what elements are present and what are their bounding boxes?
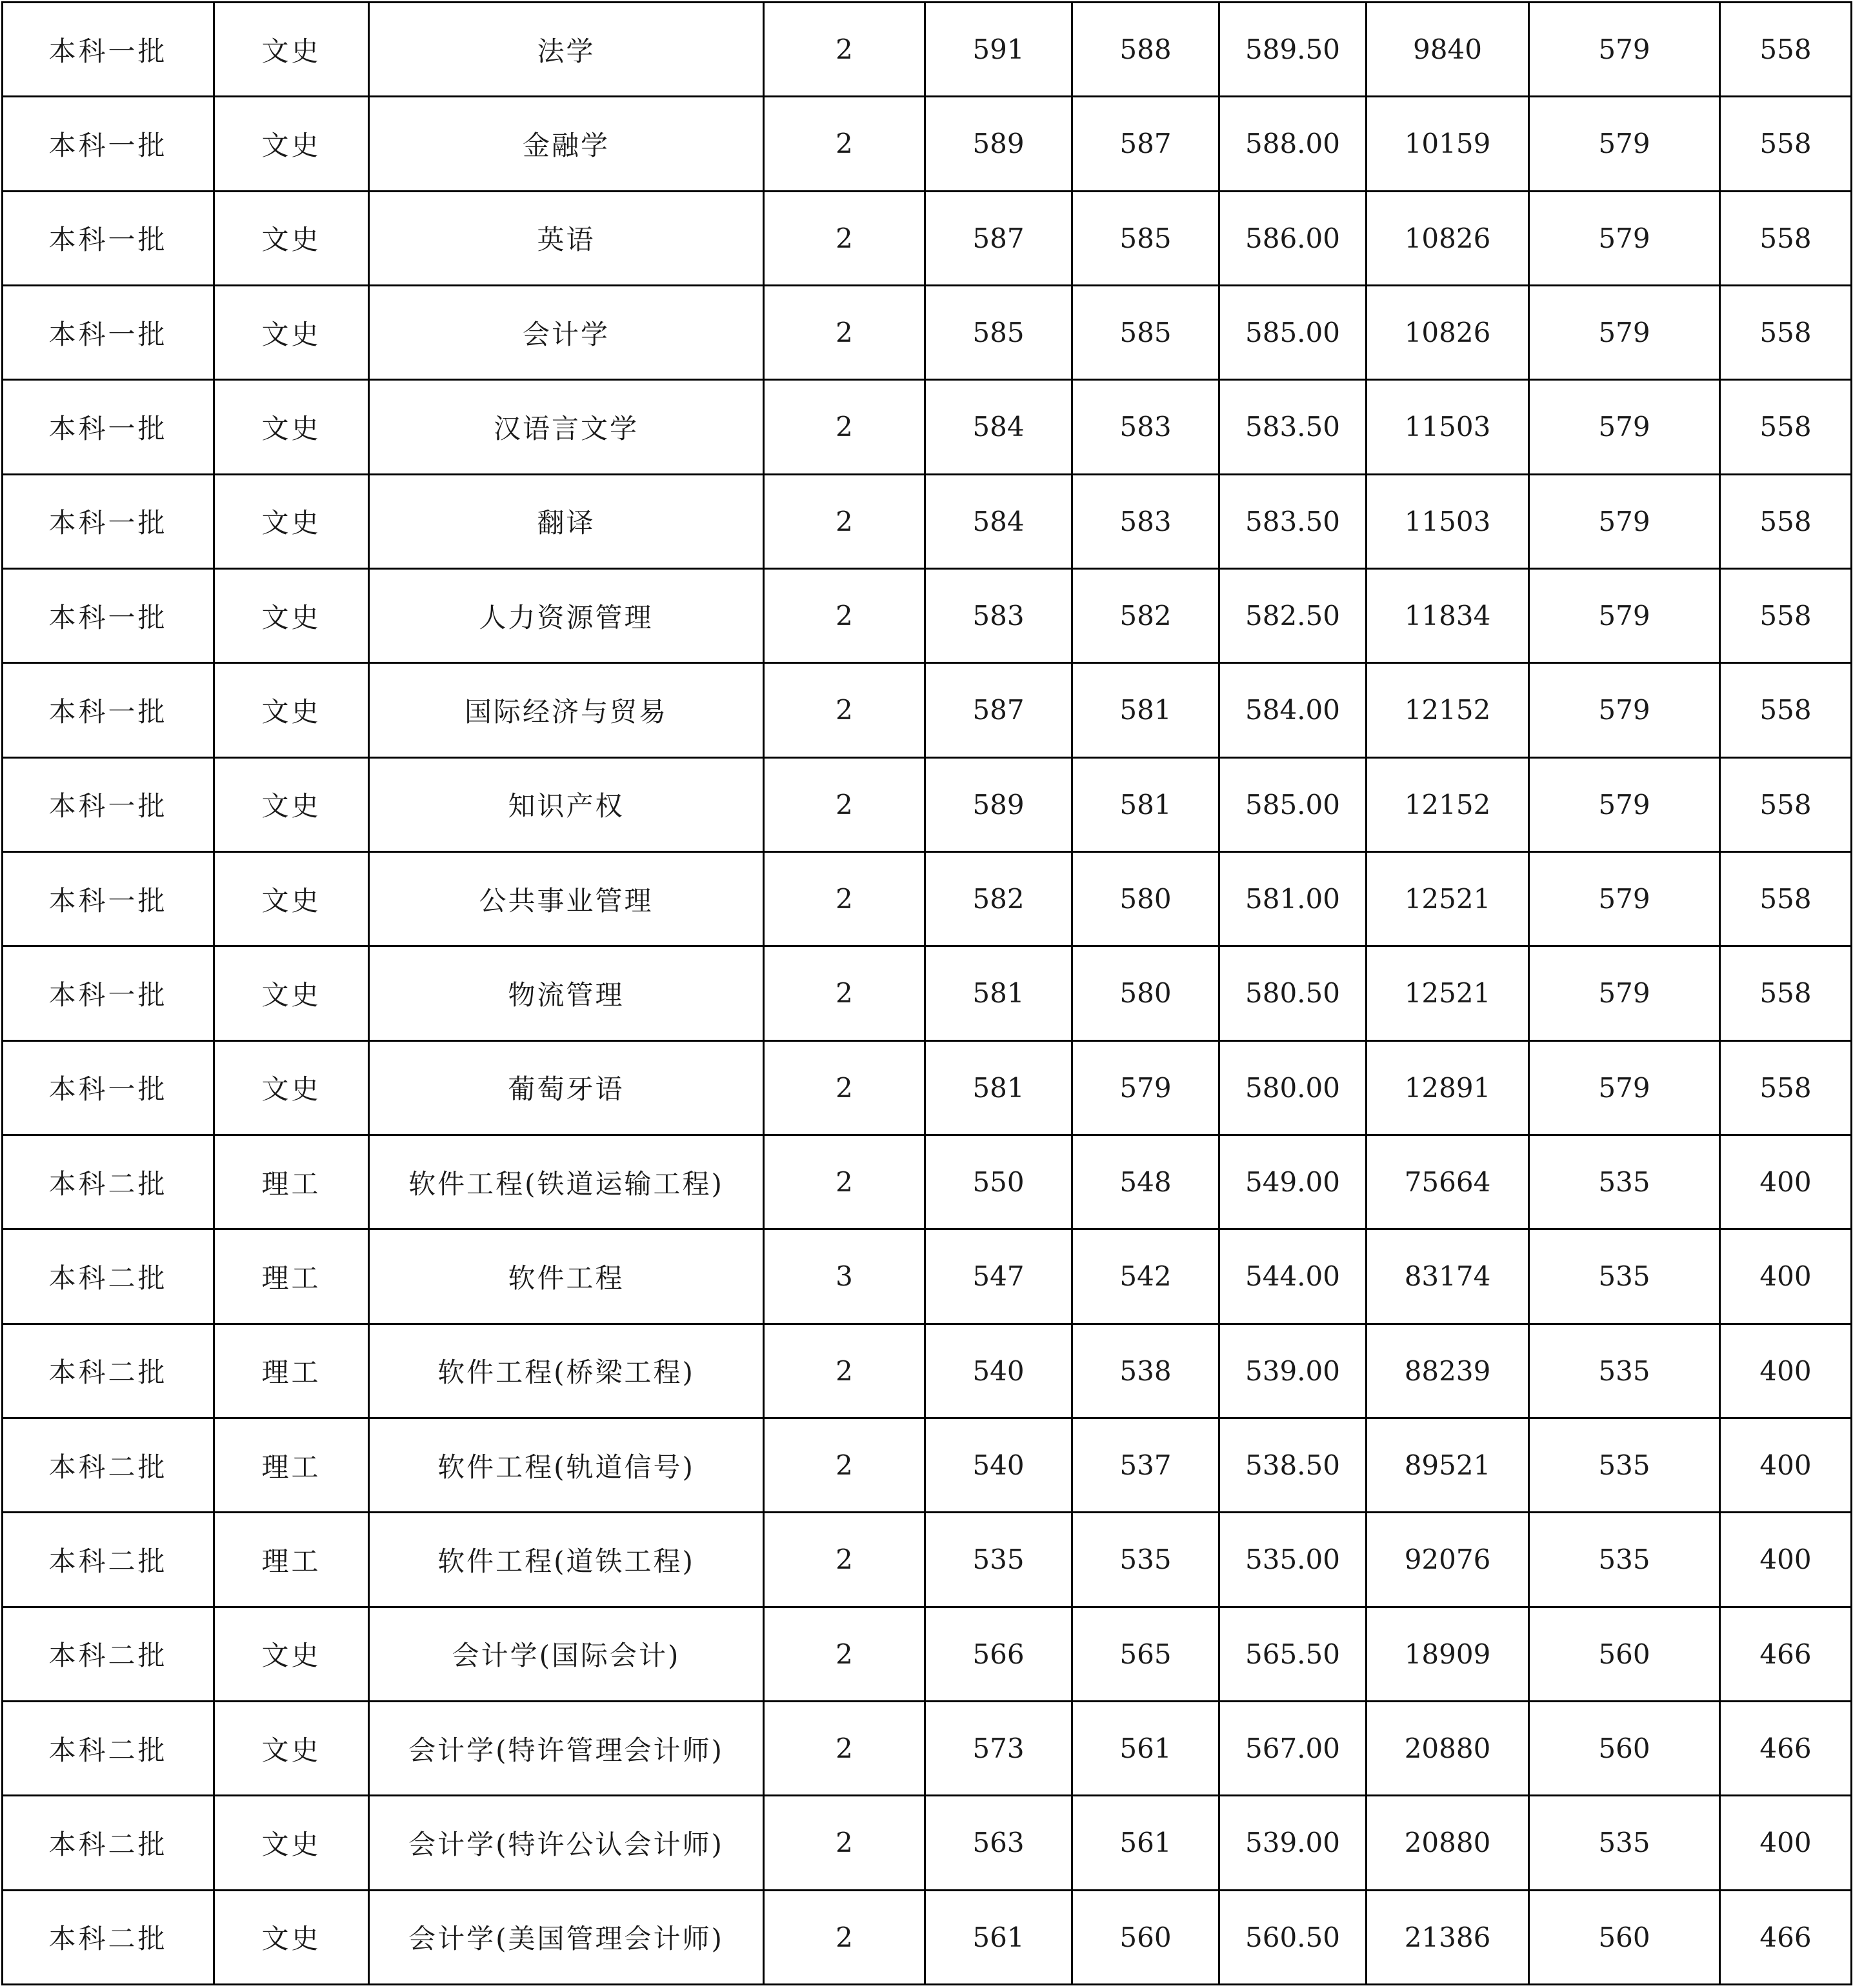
batch-line-cell: 558 bbox=[1720, 851, 1852, 946]
table-row bbox=[3, 1701, 1852, 1795]
rank-cell: 11503 bbox=[1367, 380, 1529, 474]
rank-cell: 88239 bbox=[1367, 1324, 1529, 1418]
category-cell: 文史 bbox=[214, 191, 369, 285]
table-row bbox=[3, 568, 1852, 662]
batch-cell: 本科二批 bbox=[3, 1607, 214, 1701]
max-score-cell: 547 bbox=[925, 1229, 1072, 1324]
batch-cell: 本科一批 bbox=[3, 757, 214, 851]
table-row bbox=[3, 285, 1852, 379]
avg-score-cell: 538.50 bbox=[1219, 1418, 1367, 1512]
control-line-cell: 535 bbox=[1529, 1229, 1720, 1324]
category-cell: 理工 bbox=[214, 1135, 369, 1229]
max-score-cell: 566 bbox=[925, 1607, 1072, 1701]
min-score-cell: 561 bbox=[1072, 1701, 1219, 1795]
years-cell: 2 bbox=[764, 663, 925, 757]
max-score-cell: 563 bbox=[925, 1796, 1072, 1890]
category-cell: 文史 bbox=[214, 1607, 369, 1701]
control-line-cell: 535 bbox=[1529, 1418, 1720, 1512]
years-cell: 2 bbox=[764, 1890, 925, 1984]
max-score-cell: 582 bbox=[925, 851, 1072, 946]
control-line-cell: 560 bbox=[1529, 1890, 1720, 1984]
category-cell: 理工 bbox=[214, 1513, 369, 1607]
min-score-cell: 588 bbox=[1072, 3, 1219, 97]
batch-cell: 本科二批 bbox=[3, 1701, 214, 1795]
category-cell: 文史 bbox=[214, 97, 369, 191]
major-cell: 金融学 bbox=[369, 97, 764, 191]
years-cell: 2 bbox=[764, 3, 925, 97]
years-cell: 2 bbox=[764, 946, 925, 1040]
batch-line-cell: 558 bbox=[1720, 3, 1852, 97]
control-line-cell: 535 bbox=[1529, 1513, 1720, 1607]
max-score-cell: 587 bbox=[925, 663, 1072, 757]
category-cell: 文史 bbox=[214, 568, 369, 662]
table-row bbox=[3, 97, 1852, 191]
avg-score-cell: 585.00 bbox=[1219, 285, 1367, 379]
rank-cell: 89521 bbox=[1367, 1418, 1529, 1512]
avg-score-cell: 585.00 bbox=[1219, 757, 1367, 851]
table-row bbox=[3, 851, 1852, 946]
rank-cell: 12152 bbox=[1367, 757, 1529, 851]
batch-line-cell: 400 bbox=[1720, 1796, 1852, 1890]
min-score-cell: 583 bbox=[1072, 474, 1219, 568]
years-cell: 2 bbox=[764, 191, 925, 285]
rank-cell: 11503 bbox=[1367, 474, 1529, 568]
batch-cell: 本科一批 bbox=[3, 946, 214, 1040]
years-cell: 2 bbox=[764, 474, 925, 568]
category-cell: 文史 bbox=[214, 3, 369, 97]
control-line-cell: 535 bbox=[1529, 1135, 1720, 1229]
rank-cell: 20880 bbox=[1367, 1701, 1529, 1795]
rank-cell: 10159 bbox=[1367, 97, 1529, 191]
table-body bbox=[3, 3, 1852, 1985]
control-line-cell: 579 bbox=[1529, 1040, 1720, 1135]
major-cell: 人力资源管理 bbox=[369, 568, 764, 662]
table-row bbox=[3, 1796, 1852, 1890]
major-cell: 物流管理 bbox=[369, 946, 764, 1040]
control-line-cell: 579 bbox=[1529, 568, 1720, 662]
max-score-cell: 581 bbox=[925, 946, 1072, 1040]
batch-cell: 本科二批 bbox=[3, 1324, 214, 1418]
major-cell: 英语 bbox=[369, 191, 764, 285]
avg-score-cell: 539.00 bbox=[1219, 1324, 1367, 1418]
avg-score-cell: 583.50 bbox=[1219, 474, 1367, 568]
min-score-cell: 580 bbox=[1072, 946, 1219, 1040]
avg-score-cell: 580.50 bbox=[1219, 946, 1367, 1040]
major-cell: 会计学(特许管理会计师) bbox=[369, 1701, 764, 1795]
min-score-cell: 579 bbox=[1072, 1040, 1219, 1135]
major-cell: 法学 bbox=[369, 3, 764, 97]
category-cell: 文史 bbox=[214, 380, 369, 474]
years-cell: 2 bbox=[764, 757, 925, 851]
years-cell: 2 bbox=[764, 1607, 925, 1701]
batch-cell: 本科二批 bbox=[3, 1890, 214, 1984]
rank-cell: 75664 bbox=[1367, 1135, 1529, 1229]
control-line-cell: 579 bbox=[1529, 663, 1720, 757]
years-cell: 2 bbox=[764, 1324, 925, 1418]
major-cell: 会计学(特许公认会计师) bbox=[369, 1796, 764, 1890]
category-cell: 文史 bbox=[214, 757, 369, 851]
min-score-cell: 542 bbox=[1072, 1229, 1219, 1324]
table-row bbox=[3, 1229, 1852, 1324]
major-cell: 国际经济与贸易 bbox=[369, 663, 764, 757]
major-cell: 软件工程 bbox=[369, 1229, 764, 1324]
category-cell: 文史 bbox=[214, 474, 369, 568]
batch-line-cell: 558 bbox=[1720, 474, 1852, 568]
years-cell: 2 bbox=[764, 380, 925, 474]
years-cell: 2 bbox=[764, 285, 925, 379]
min-score-cell: 565 bbox=[1072, 1607, 1219, 1701]
category-cell: 文史 bbox=[214, 1040, 369, 1135]
major-cell: 会计学(国际会计) bbox=[369, 1607, 764, 1701]
batch-line-cell: 558 bbox=[1720, 663, 1852, 757]
min-score-cell: 538 bbox=[1072, 1324, 1219, 1418]
rank-cell: 11834 bbox=[1367, 568, 1529, 662]
years-cell: 2 bbox=[764, 1418, 925, 1512]
major-cell: 知识产权 bbox=[369, 757, 764, 851]
rank-cell: 12521 bbox=[1367, 851, 1529, 946]
rank-cell: 20880 bbox=[1367, 1796, 1529, 1890]
avg-score-cell: 582.50 bbox=[1219, 568, 1367, 662]
min-score-cell: 535 bbox=[1072, 1513, 1219, 1607]
batch-line-cell: 400 bbox=[1720, 1513, 1852, 1607]
batch-cell: 本科一批 bbox=[3, 474, 214, 568]
batch-cell: 本科二批 bbox=[3, 1418, 214, 1512]
batch-line-cell: 400 bbox=[1720, 1229, 1852, 1324]
major-cell: 软件工程(桥梁工程) bbox=[369, 1324, 764, 1418]
max-score-cell: 583 bbox=[925, 568, 1072, 662]
table-row bbox=[3, 663, 1852, 757]
min-score-cell: 537 bbox=[1072, 1418, 1219, 1512]
batch-line-cell: 466 bbox=[1720, 1701, 1852, 1795]
category-cell: 理工 bbox=[214, 1418, 369, 1512]
rank-cell: 12521 bbox=[1367, 946, 1529, 1040]
max-score-cell: 581 bbox=[925, 1040, 1072, 1135]
batch-cell: 本科一批 bbox=[3, 851, 214, 946]
category-cell: 文史 bbox=[214, 1701, 369, 1795]
batch-cell: 本科一批 bbox=[3, 285, 214, 379]
control-line-cell: 579 bbox=[1529, 757, 1720, 851]
category-cell: 文史 bbox=[214, 285, 369, 379]
avg-score-cell: 586.00 bbox=[1219, 191, 1367, 285]
batch-line-cell: 558 bbox=[1720, 380, 1852, 474]
control-line-cell: 579 bbox=[1529, 474, 1720, 568]
rank-cell: 12152 bbox=[1367, 663, 1529, 757]
max-score-cell: 589 bbox=[925, 97, 1072, 191]
control-line-cell: 579 bbox=[1529, 191, 1720, 285]
min-score-cell: 581 bbox=[1072, 757, 1219, 851]
control-line-cell: 579 bbox=[1529, 285, 1720, 379]
table-row bbox=[3, 1324, 1852, 1418]
control-line-cell: 579 bbox=[1529, 380, 1720, 474]
min-score-cell: 561 bbox=[1072, 1796, 1219, 1890]
table-row bbox=[3, 1513, 1852, 1607]
control-line-cell: 579 bbox=[1529, 3, 1720, 97]
table-row bbox=[3, 1135, 1852, 1229]
table-row bbox=[3, 191, 1852, 285]
batch-line-cell: 400 bbox=[1720, 1324, 1852, 1418]
batch-cell: 本科一批 bbox=[3, 380, 214, 474]
max-score-cell: 573 bbox=[925, 1701, 1072, 1795]
years-cell: 2 bbox=[764, 568, 925, 662]
batch-cell: 本科二批 bbox=[3, 1796, 214, 1890]
avg-score-cell: 584.00 bbox=[1219, 663, 1367, 757]
control-line-cell: 535 bbox=[1529, 1796, 1720, 1890]
batch-line-cell: 466 bbox=[1720, 1607, 1852, 1701]
min-score-cell: 581 bbox=[1072, 663, 1219, 757]
table-row bbox=[3, 1607, 1852, 1701]
admission-score-table bbox=[1, 1, 1852, 1985]
batch-cell: 本科一批 bbox=[3, 3, 214, 97]
years-cell: 2 bbox=[764, 1796, 925, 1890]
major-cell: 软件工程(道铁工程) bbox=[369, 1513, 764, 1607]
major-cell: 会计学(美国管理会计师) bbox=[369, 1890, 764, 1984]
batch-cell: 本科二批 bbox=[3, 1135, 214, 1229]
batch-line-cell: 558 bbox=[1720, 97, 1852, 191]
avg-score-cell: 539.00 bbox=[1219, 1796, 1367, 1890]
max-score-cell: 584 bbox=[925, 474, 1072, 568]
batch-line-cell: 558 bbox=[1720, 757, 1852, 851]
min-score-cell: 560 bbox=[1072, 1890, 1219, 1984]
batch-cell: 本科二批 bbox=[3, 1513, 214, 1607]
avg-score-cell: 580.00 bbox=[1219, 1040, 1367, 1135]
years-cell: 2 bbox=[764, 851, 925, 946]
control-line-cell: 535 bbox=[1529, 1324, 1720, 1418]
max-score-cell: 587 bbox=[925, 191, 1072, 285]
table-row bbox=[3, 757, 1852, 851]
table-row bbox=[3, 3, 1852, 97]
years-cell: 3 bbox=[764, 1229, 925, 1324]
major-cell: 葡萄牙语 bbox=[369, 1040, 764, 1135]
rank-cell: 10826 bbox=[1367, 285, 1529, 379]
max-score-cell: 584 bbox=[925, 380, 1072, 474]
batch-line-cell: 558 bbox=[1720, 568, 1852, 662]
batch-cell: 本科一批 bbox=[3, 663, 214, 757]
category-cell: 理工 bbox=[214, 1324, 369, 1418]
years-cell: 2 bbox=[764, 1135, 925, 1229]
control-line-cell: 579 bbox=[1529, 946, 1720, 1040]
table-row bbox=[3, 1890, 1852, 1984]
category-cell: 文史 bbox=[214, 851, 369, 946]
avg-score-cell: 589.50 bbox=[1219, 3, 1367, 97]
avg-score-cell: 549.00 bbox=[1219, 1135, 1367, 1229]
control-line-cell: 560 bbox=[1529, 1607, 1720, 1701]
rank-cell: 9840 bbox=[1367, 3, 1529, 97]
table-row bbox=[3, 380, 1852, 474]
years-cell: 2 bbox=[764, 97, 925, 191]
category-cell: 文史 bbox=[214, 663, 369, 757]
category-cell: 理工 bbox=[214, 1229, 369, 1324]
table-row bbox=[3, 946, 1852, 1040]
avg-score-cell: 588.00 bbox=[1219, 97, 1367, 191]
batch-line-cell: 558 bbox=[1720, 191, 1852, 285]
avg-score-cell: 583.50 bbox=[1219, 380, 1367, 474]
rank-cell: 83174 bbox=[1367, 1229, 1529, 1324]
min-score-cell: 583 bbox=[1072, 380, 1219, 474]
rank-cell: 10826 bbox=[1367, 191, 1529, 285]
years-cell: 2 bbox=[764, 1040, 925, 1135]
major-cell: 软件工程(铁道运输工程) bbox=[369, 1135, 764, 1229]
rank-cell: 18909 bbox=[1367, 1607, 1529, 1701]
avg-score-cell: 535.00 bbox=[1219, 1513, 1367, 1607]
major-cell: 汉语言文学 bbox=[369, 380, 764, 474]
table-row bbox=[3, 1418, 1852, 1512]
avg-score-cell: 560.50 bbox=[1219, 1890, 1367, 1984]
batch-cell: 本科二批 bbox=[3, 1229, 214, 1324]
batch-line-cell: 558 bbox=[1720, 946, 1852, 1040]
min-score-cell: 585 bbox=[1072, 191, 1219, 285]
category-cell: 文史 bbox=[214, 1890, 369, 1984]
max-score-cell: 591 bbox=[925, 3, 1072, 97]
major-cell: 软件工程(轨道信号) bbox=[369, 1418, 764, 1512]
batch-line-cell: 558 bbox=[1720, 1040, 1852, 1135]
max-score-cell: 589 bbox=[925, 757, 1072, 851]
min-score-cell: 582 bbox=[1072, 568, 1219, 662]
batch-line-cell: 400 bbox=[1720, 1418, 1852, 1512]
max-score-cell: 535 bbox=[925, 1513, 1072, 1607]
max-score-cell: 550 bbox=[925, 1135, 1072, 1229]
control-line-cell: 560 bbox=[1529, 1701, 1720, 1795]
min-score-cell: 580 bbox=[1072, 851, 1219, 946]
batch-cell: 本科一批 bbox=[3, 568, 214, 662]
batch-cell: 本科一批 bbox=[3, 191, 214, 285]
rank-cell: 92076 bbox=[1367, 1513, 1529, 1607]
max-score-cell: 585 bbox=[925, 285, 1072, 379]
rank-cell: 21386 bbox=[1367, 1890, 1529, 1984]
table-row bbox=[3, 474, 1852, 568]
category-cell: 文史 bbox=[214, 946, 369, 1040]
category-cell: 文史 bbox=[214, 1796, 369, 1890]
years-cell: 2 bbox=[764, 1513, 925, 1607]
min-score-cell: 585 bbox=[1072, 285, 1219, 379]
min-score-cell: 587 bbox=[1072, 97, 1219, 191]
rank-cell: 12891 bbox=[1367, 1040, 1529, 1135]
min-score-cell: 548 bbox=[1072, 1135, 1219, 1229]
major-cell: 翻译 bbox=[369, 474, 764, 568]
max-score-cell: 540 bbox=[925, 1324, 1072, 1418]
avg-score-cell: 544.00 bbox=[1219, 1229, 1367, 1324]
batch-line-cell: 400 bbox=[1720, 1135, 1852, 1229]
batch-line-cell: 466 bbox=[1720, 1890, 1852, 1984]
max-score-cell: 561 bbox=[925, 1890, 1072, 1984]
years-cell: 2 bbox=[764, 1701, 925, 1795]
avg-score-cell: 581.00 bbox=[1219, 851, 1367, 946]
control-line-cell: 579 bbox=[1529, 851, 1720, 946]
table-row bbox=[3, 1040, 1852, 1135]
max-score-cell: 540 bbox=[925, 1418, 1072, 1512]
avg-score-cell: 567.00 bbox=[1219, 1701, 1367, 1795]
batch-cell: 本科一批 bbox=[3, 1040, 214, 1135]
control-line-cell: 579 bbox=[1529, 97, 1720, 191]
major-cell: 公共事业管理 bbox=[369, 851, 764, 946]
batch-line-cell: 558 bbox=[1720, 285, 1852, 379]
major-cell: 会计学 bbox=[369, 285, 764, 379]
avg-score-cell: 565.50 bbox=[1219, 1607, 1367, 1701]
batch-cell: 本科一批 bbox=[3, 97, 214, 191]
